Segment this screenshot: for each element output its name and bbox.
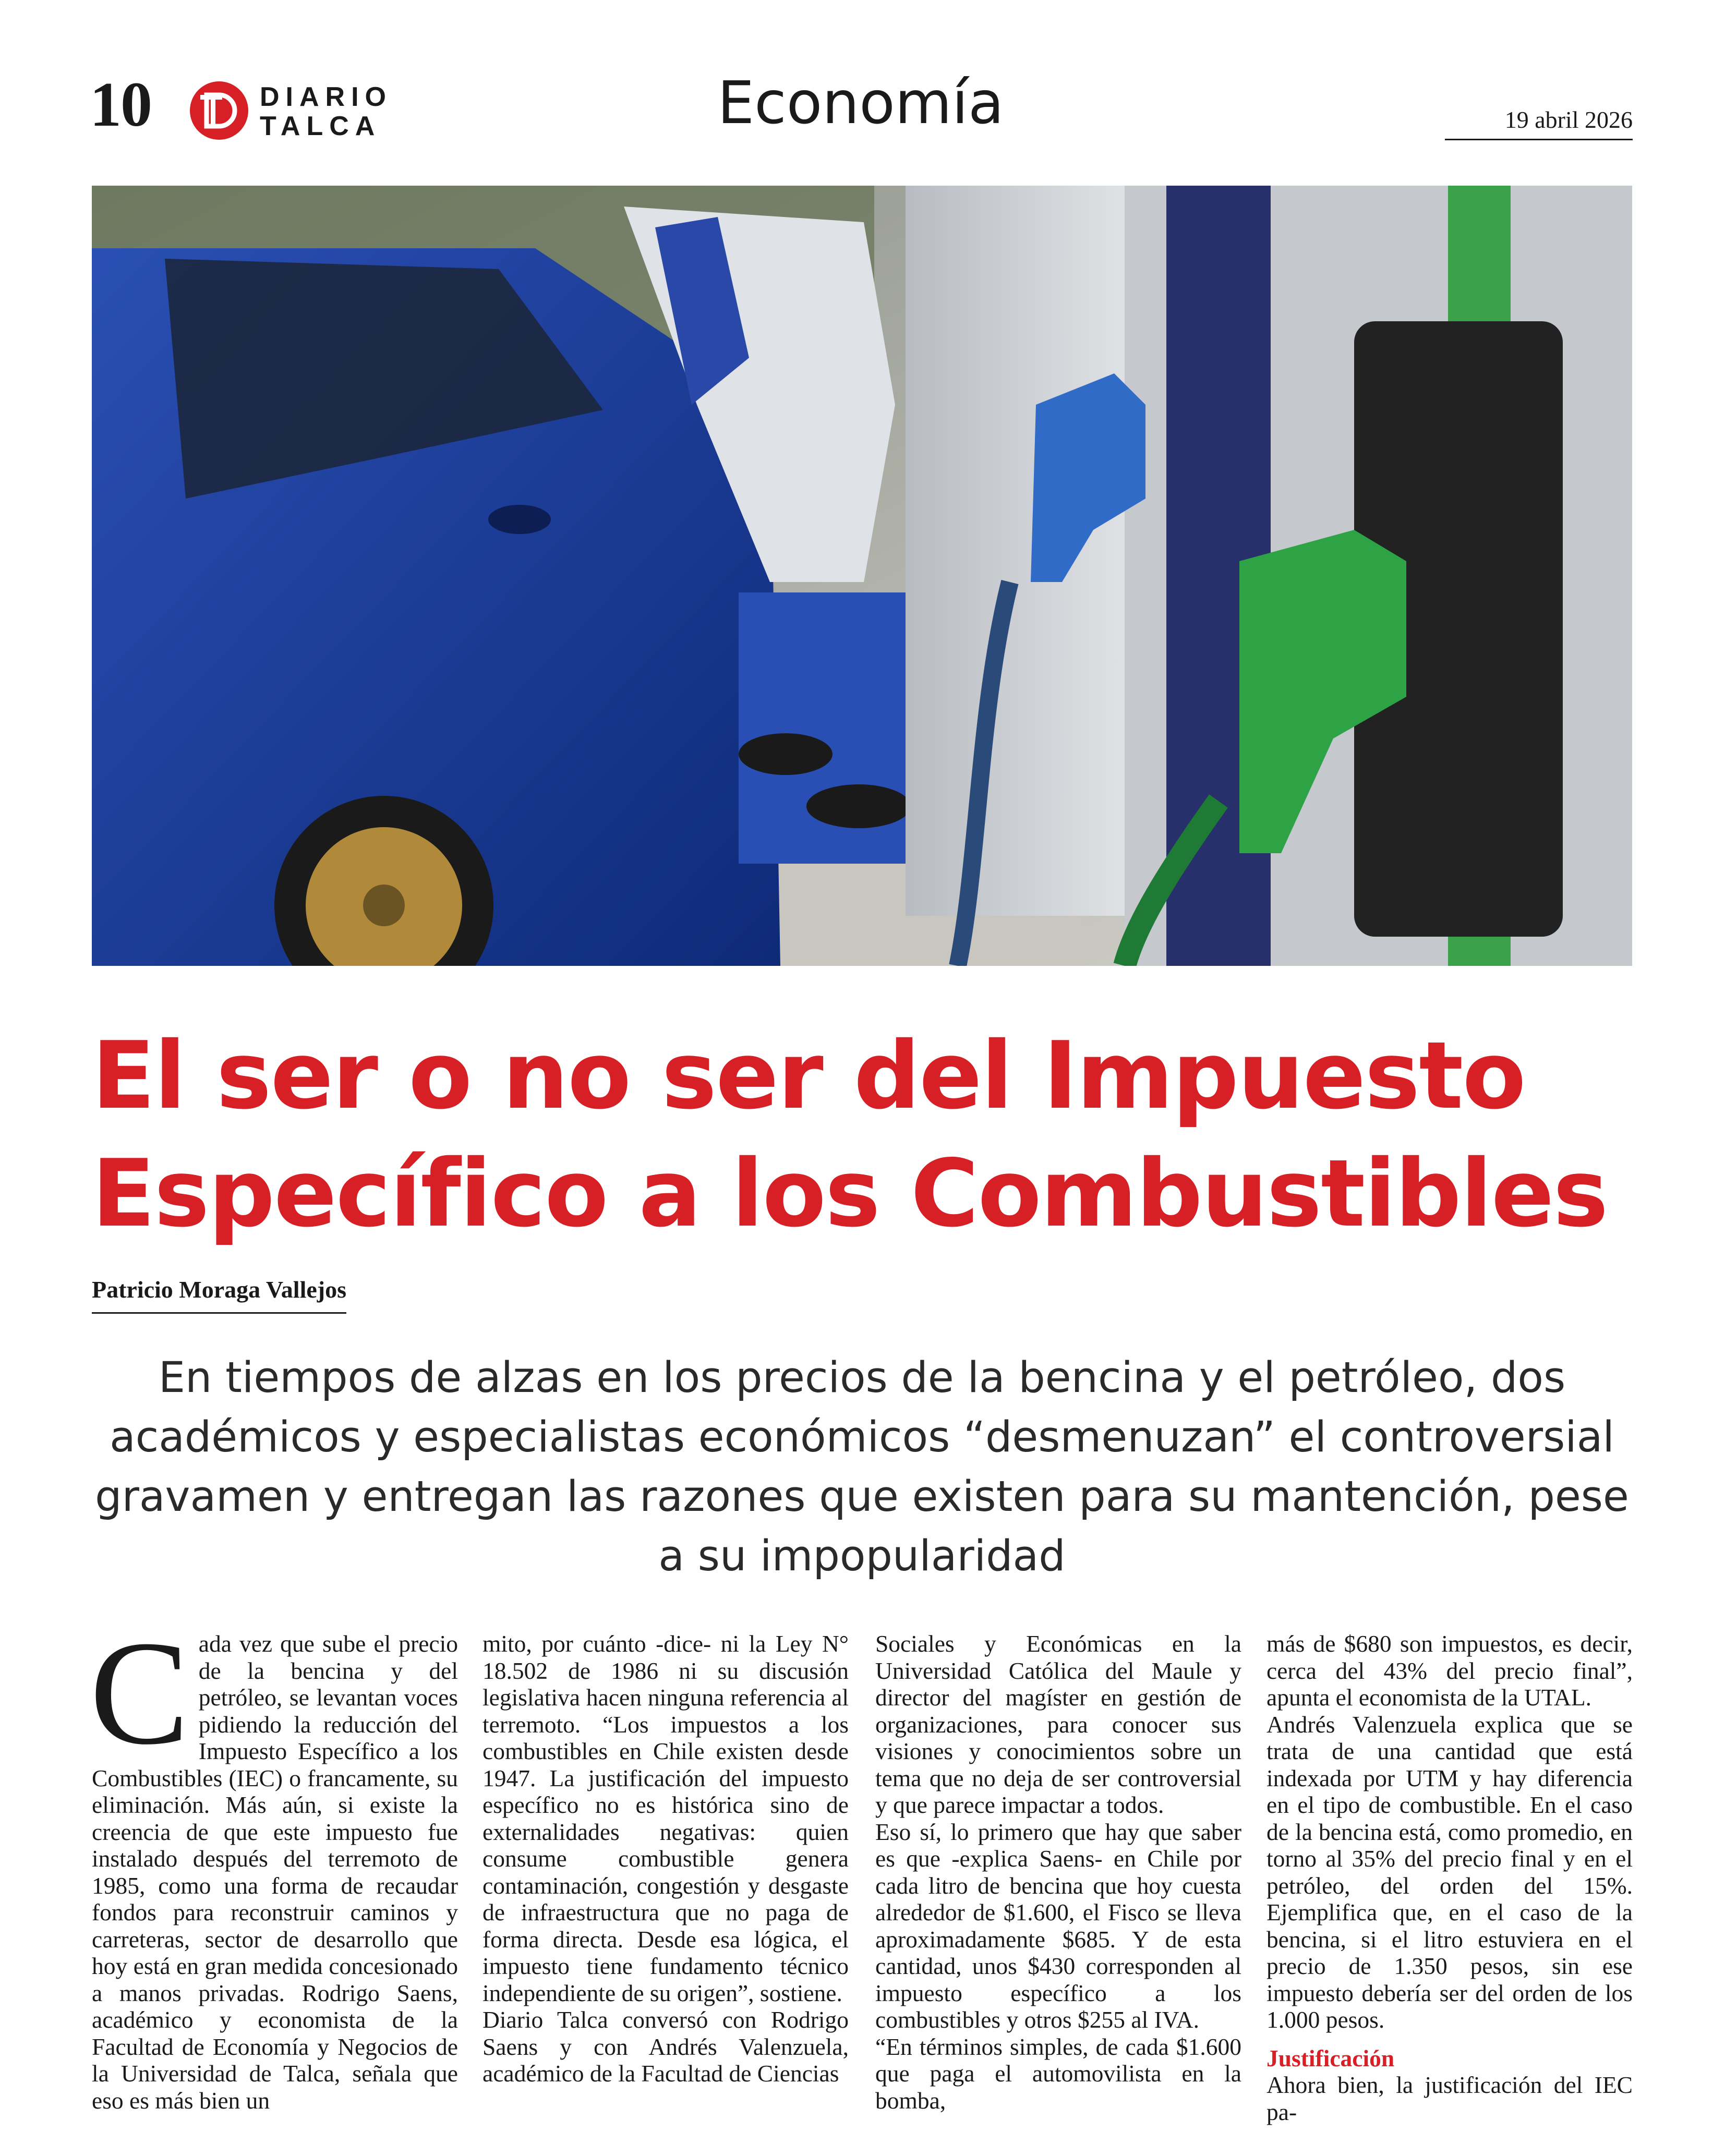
column-3 — [875, 1630, 1241, 2114]
logo-mark-icon — [188, 79, 250, 142]
diario-talca-logo — [188, 79, 396, 142]
paragraph: mito, por cuánto -dice- ni la Ley N° 18.502 de 1986 ni su discusión legislativa hacen ninguna referencia al terremoto. “Los impuestos a los combustibles en Chile existen desde 1947. La justificación del impuesto específico no es histórica sino de externalidades negativas: quien consume combustible genera contaminación, congestión y desgaste de infraestructura que no paga de forma directa. Desde esa lógica, el impuesto tiene fundamento técnico independiente de su origen”, sostiene. — [482, 1630, 849, 2006]
headline-line-2: Específico a los Combustibles — [92, 1140, 1608, 1247]
logo-text — [260, 82, 392, 141]
column-4 — [1266, 1630, 1633, 2125]
lead-paragraph: En tiempos de alzas en los precios de la bencina y el petróleo, dos académicos y especialistas económicos “desmenuzan” el controversial gravamen y entregan las razones que existen para su mantención, pese a su impopularidad — [95, 1353, 1629, 1581]
paragraph: “En términos simples, de cada $1.600 que paga el automovilista en la bomba, — [875, 2033, 1241, 2114]
paragraph: Andrés Valenzuela explica que se trata de una cantidad que está indexada por UTM y hay diferencia en el tipo de combustible. En el caso de la bencina está, como promedio, en torno al 35% del precio final y en el petróleo, del orden del 15%. Ejemplifica que, en el caso de la bencina, si el litro estuviera en el precio de 1.350 pesos, sin ese impuesto debería ser del orden de los 1.000 pesos. — [1266, 1711, 1633, 2033]
headline — [92, 1017, 1646, 1253]
paragraph: Sociales y Económicas en la Universidad Católica del Maule y director del magíster en gestión de organizaciones, para conocer sus visiones y conocimientos sobre un tema que no deja de ser controversial y que parece impactar a todos. — [875, 1630, 1241, 1818]
issue-date: 19 abril 2026 — [1445, 104, 1633, 140]
drop-cap: C — [90, 1610, 189, 1775]
logo-line-1: DIARIO — [260, 82, 392, 112]
column-2 — [482, 1630, 849, 2087]
logo-line-2: TALCA — [260, 111, 381, 141]
gas-station-illustration — [92, 186, 1632, 966]
page-number: 10 — [90, 69, 151, 140]
headline-line-1: El ser o no ser del Impuesto — [92, 1022, 1525, 1130]
section-title: Economía — [717, 69, 1004, 137]
byline: Patricio Moraga Vallejos — [92, 1274, 346, 1314]
column-1 — [90, 1610, 458, 2114]
paragraph: Ahora bien, la justificación del IEC pa- — [1266, 2072, 1633, 2125]
paragraph: Diario Talca conversó con Rodrigo Saens y con Andrés Valenzuela, académico de la Facultad de Ciencias — [482, 2006, 849, 2087]
paragraph: más de $680 son impuestos, es decir, cerca del 43% del precio final”, apunta el economista de la UTAL. — [1266, 1630, 1633, 1711]
subheading: Justificación — [1266, 2044, 1395, 2072]
paragraph: Eso sí, lo primero que hay que saber es que -explica Saens- en Chile por cada litro de bencina que hoy cuesta alrededor de $1.600, el Fisco se lleva aproximadamente $685. Y de esta cantidad, unos $430 corresponden al impuesto específico a los combustibles y otros $255 al IVA. — [875, 1818, 1241, 2033]
article-photo — [92, 186, 1632, 966]
paragraph: ada vez que sube el precio de la bencina y del petróleo, se levantan voces pidiendo la reducción del Impuesto Específico a los Combustibles (IEC) o francamente, su eliminación. Más aún, si existe la creencia de que este impuesto fue instalado después del terremoto de 1985, como una forma de recaudar fondos para reconstruir caminos y carreteras, sector de desarrollo que hoy está en gran medida concesionado a manos privadas. Rodrigo Saens, académico y economista de la Facultad de Economía y Negocios de la Universidad de Talca, señala que eso es más bien un — [92, 1630, 458, 2114]
